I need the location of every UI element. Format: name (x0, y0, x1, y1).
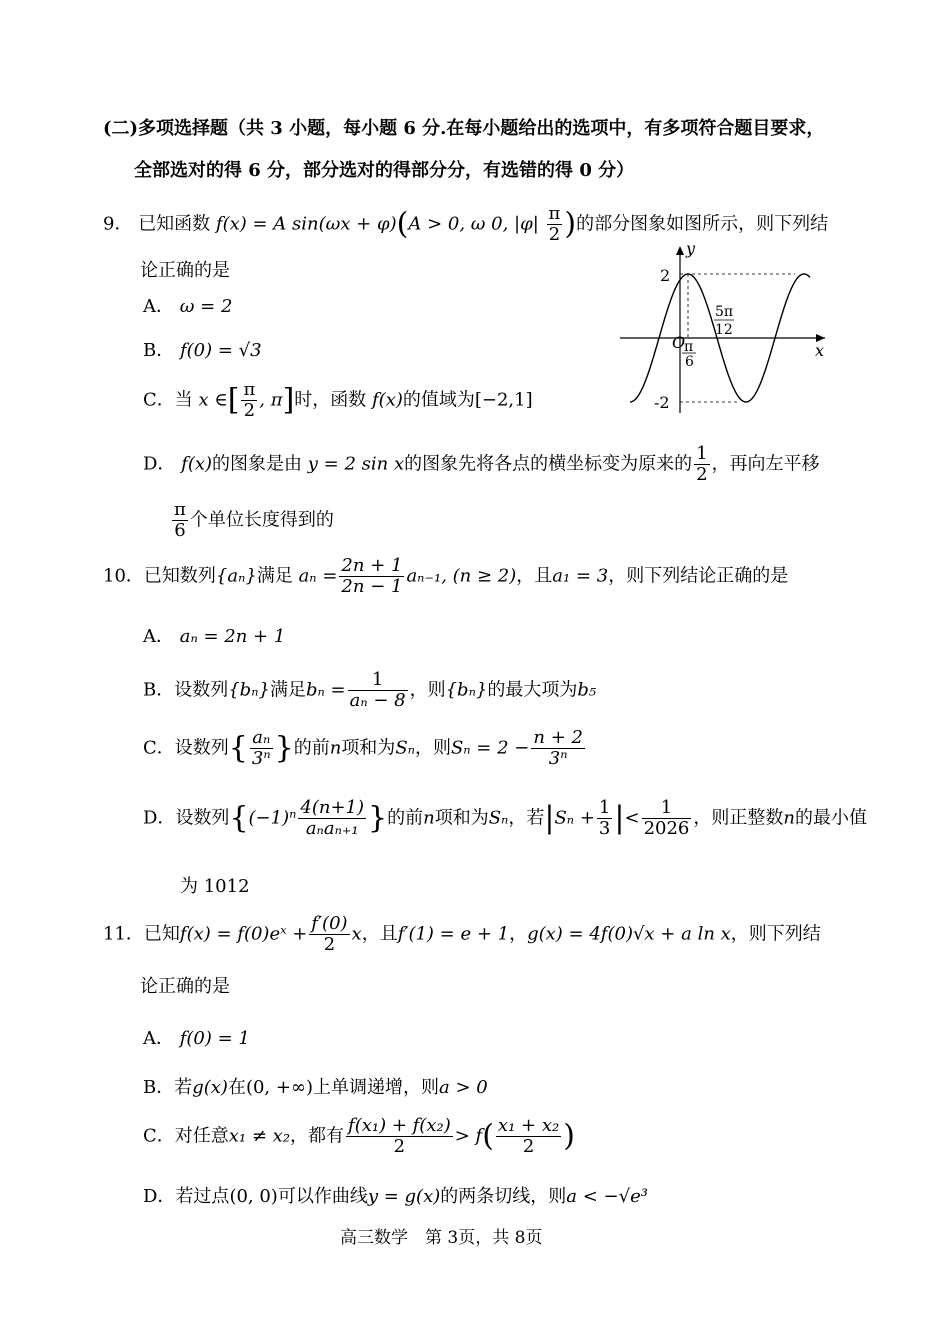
q11-option-a: A． f(0) = 1 (143, 1028, 250, 1049)
option-label: C． (143, 389, 175, 411)
frac-pi-6: $\frac{\pi}{6}$ (174, 499, 186, 541)
option-label: D． (143, 453, 176, 475)
frac-den: 2 (548, 223, 561, 245)
q9-stem-c: 论正确的是 (140, 260, 230, 281)
q9-option-d: D． f(x)的图象是由 y = 2 sin x的图象先将各点的横坐标变为原来的 $\frac{1}{2}$ ，再向左平移 (143, 443, 820, 485)
option-text: 当 (174, 389, 193, 411)
q11-number: 11． (103, 923, 144, 945)
bracket-left: [ (227, 382, 240, 418)
tick2-den: 12 (715, 322, 733, 338)
q9-formula: f(x) = A sin(ωx + φ) (215, 213, 397, 235)
q11-option-c: C．对任意x₁ ≠ x₂，都有 $\frac{\text{f(x₁) + f(x₂)}}{2}$ > f( $\frac{\text{x₁ + x₂}}{2}$ ) (143, 1115, 575, 1157)
y-label: y (686, 239, 696, 258)
q10-number: 10． (103, 565, 144, 587)
q9-number: 9． (103, 213, 133, 235)
q9-stem-a: 已知函数 (138, 213, 211, 235)
q9-option-d-cont: $\frac{\pi}{6}$ 个单位长度得到的 (174, 499, 334, 541)
sine-graph (610, 238, 840, 418)
frac-num: π (548, 203, 561, 224)
q10-option-c: C．设数列{ $\frac{\text{aₙ}}{\text{3ⁿ}}$ }的前n项和为Sₙ，则Sₙ = 2 − $\frac{n + 2}{\text{3ⁿ}}$ (143, 727, 583, 769)
max-label: 2 (660, 266, 671, 285)
q10-option-b: B．设数列{bₙ}满足bₙ = $\frac{1}{\text{aₙ − 8}}$ ，则{bₙ}的最大项为b₅ (143, 669, 597, 711)
min-label: -2 (654, 393, 670, 412)
q10-option-a: A． aₙ = 2n + 1 (143, 626, 286, 647)
q9-option-a (143, 296, 232, 318)
y-axis-arrow (676, 246, 684, 255)
option-text: ω = 2 (179, 296, 233, 317)
q9-option-c: C．当 x ∈[ $\frac{\pi}{2}$ , π]时，函数 f(x)的值域为[−2,1] (143, 379, 533, 421)
page-footer: 高三数学 第 3页，共 8页 (340, 1228, 543, 1248)
origin-label: O (672, 333, 686, 352)
x-label: x (815, 341, 825, 360)
option-label: B． (143, 340, 175, 361)
q9-stem-b: 的部分图象如图所示，则下列结 (576, 213, 829, 235)
tick2-num: 5π (715, 304, 734, 320)
q11-option-b: B．若g(x)在(0, +∞)上单调递增，则a > 0 (143, 1077, 488, 1098)
q10-stem: 10．已知数列{aₙ}满足 aₙ = $\frac{2n + 1}{2n - 1}$ aₙ₋₁, (n ≥ 2)，且a₁ = 3，则下列结论正确的是 (103, 555, 789, 597)
section-header-line1: (二)多项选择题（共 3 小题，每小题 6 分.在每小题给出的选项中，有多项符合题目要求， (103, 118, 825, 139)
frac-pi-2: $\frac{\pi}{2}$ (243, 379, 256, 421)
option-label: A． (143, 296, 174, 317)
q9-frac-pi-2 (547, 204, 563, 245)
q9-option-b (143, 340, 262, 362)
q11-option-d: D．若过点(0, 0)可以作曲线y = g(x)的两条切线，则a < −√e³ (143, 1186, 648, 1207)
tick1-den: 6 (685, 354, 694, 370)
q9-conditions: A > 0, ω 0, |φ| (408, 213, 539, 235)
section-header-line2: 全部选对的得 6 分，部分选对的得部分分，有选错的得 0 分） (134, 160, 635, 181)
bracket-right: ] (282, 382, 295, 418)
frac-1-2: $\frac{1}{2}$ (696, 443, 708, 485)
q11-stem-b: 论正确的是 (140, 976, 230, 997)
tick1-num: π (684, 339, 694, 355)
q10-option-d-cont: 为 1012 (180, 876, 250, 897)
option-var: x ∈ (198, 389, 228, 411)
q10-option-d: D．设数列{(−1)ⁿ $\frac{4(n+1)}{\text{aₙaₙ₊₁}}$ }的前n项和为Sₙ，若|Sₙ + $\frac{1}{3}$ |< $\frac{1}{2026}$ ，则正整数n的最小值 (143, 797, 867, 839)
frac-2n1-2n-1: $\frac{2n + 1}{2n - 1}$ (341, 555, 403, 597)
q11-stem: 11．已知f(x) = f(0)eˣ + $\frac{f'(0)}{2}$ x，且f′(1) = e + 1，g(x) = 4f(0)√x + a ln x，则下列结 (103, 913, 821, 955)
option-text: f(0) = √3 (179, 340, 262, 361)
paren-left: ( (396, 206, 409, 242)
paren-right: ) (564, 206, 577, 242)
